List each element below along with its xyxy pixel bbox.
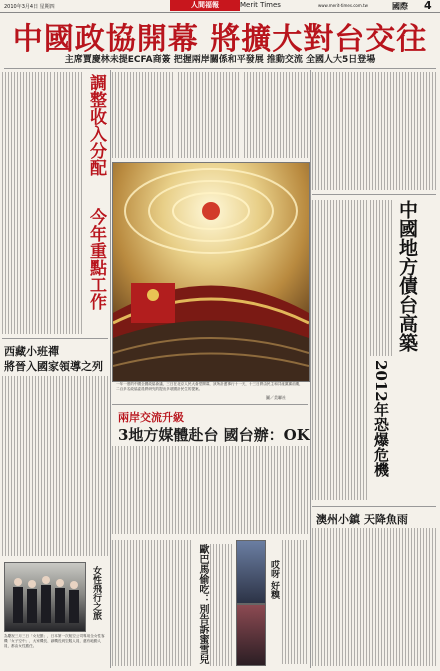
article-text-block [370, 200, 392, 356]
feature-title-priority: 今年重點工作 [86, 208, 106, 310]
divider [112, 404, 308, 405]
article-text-block [2, 72, 52, 334]
issue-date: 2010年3月4日 星期四 [4, 4, 55, 10]
page-number: 4 [424, 0, 432, 12]
photo-caption: 一年一度的中國全國政協會議，三日在北京人民大會堂開幕，該所計畫事行十一天，十三日將由民主和共產黨黨前期，二百多名政協委員將研究的提出多項國計民生的提案。 [116, 382, 303, 391]
article-text-block [282, 540, 308, 664]
obama-title: 歐巴馬偷吃：別告訴蜜雪兒 [197, 544, 208, 664]
exclaim-title: 哎呀 好糗 [269, 560, 279, 600]
article-text-block [112, 540, 192, 666]
section-name: 國際 [392, 2, 408, 11]
debt-title: 中國地方債台高築 [396, 200, 418, 352]
article-text-block [210, 544, 232, 666]
masthead-bar [0, 0, 440, 13]
photo-credit: 圖／美聯社 [266, 395, 286, 400]
main-subheadline: 主席賈慶林未提ECFA商簽 把握兩岸關係和平發展 推動交流 全國人大5日登場 [64, 55, 376, 65]
newspaper-logo: 人間福報 [170, 0, 240, 11]
female-crew-photo [4, 562, 86, 632]
cross-strait-kicker: 兩岸交流升級 [118, 411, 184, 424]
great-hall-illustration [113, 163, 309, 381]
exclaim-photo-1 [236, 540, 266, 604]
female-flight-caption: 為慶祝三月三日「女兒節」，日本第一次航空公司專用全女性客機「女子空中」，大家機長、副機長到空服人員，還有地勤人員，都由女性擔任。 [4, 634, 105, 648]
debt-subtitle: 2012年恐爆危機 [372, 360, 390, 477]
website-url: www.merit-times.com.tw [318, 3, 368, 8]
article-text-block [312, 528, 436, 666]
article-text-block [54, 72, 82, 334]
article-text-block [178, 72, 240, 158]
fish-rain-title: 澳州小鎮 天降魚雨 [316, 513, 408, 526]
exclaim-photo-2 [236, 604, 266, 666]
divider [312, 506, 436, 507]
tibet-subtitle: 將晉入國家領導之列 [4, 360, 103, 373]
article-text-block [244, 72, 308, 158]
article-text-block [112, 446, 308, 534]
cross-strait-headline: 3地方媒體赴台 國台辦：OK [118, 426, 310, 444]
article-text-block [312, 200, 368, 500]
great-hall-photo [112, 162, 310, 382]
tibet-title: 西藏小班禪 [4, 345, 59, 358]
column-rule [310, 70, 311, 668]
divider [312, 194, 436, 195]
article-text-block [2, 376, 108, 556]
column-rule [110, 70, 111, 668]
main-headline: 中國政協開幕 將擴大對台交往 [12, 22, 428, 57]
feature-title-income: 調整收入分配 [86, 74, 106, 176]
divider [2, 338, 108, 339]
female-flight-title: 女性飛行之旅 [91, 566, 101, 620]
article-text-block [112, 72, 174, 158]
divider [4, 68, 436, 69]
article-text-block [312, 72, 436, 190]
newspaper-logo-english: Merit Times [240, 1, 281, 9]
